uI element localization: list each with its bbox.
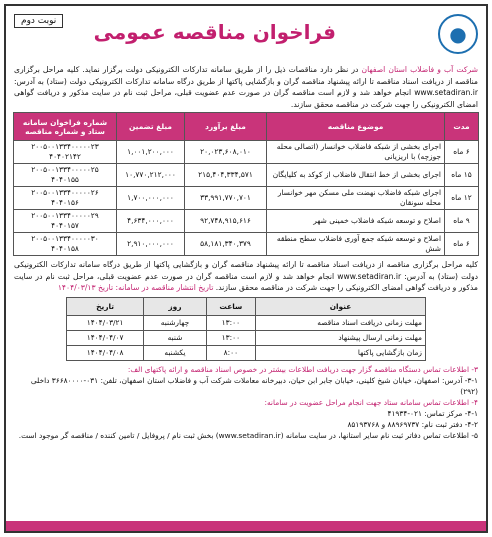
schedule-header: [67, 297, 426, 315]
row-estimate: ۹۲,۷۴۸,۹۱۵,۶۱۶: [185, 210, 267, 233]
row-guarantee: ۴,۶۳۴,۰۰۰,۰۰۰: [117, 210, 185, 233]
sched-title: مهلت زمانی دریافت اسناد مناقصه: [256, 315, 426, 330]
row-duration: ۶ ماه: [445, 233, 479, 256]
row-duration: ۱۵ ماه: [445, 164, 479, 187]
support-heading: ۴- اطلاعات تماس سامانه ستاد جهت انجام مراحل عضویت در سامانه:: [264, 397, 478, 407]
row-number: ۲۰۰۵۰۰۱۳۳۴۰۰۰۰۰۳۰ ۴۰۴۰۱۵۸: [14, 233, 117, 256]
col-number: شماره فراخوان سامانه ستاد و شماره مناقصه: [14, 113, 117, 141]
sched-time: ۱۳:۰۰: [206, 315, 255, 330]
footer-band: [6, 521, 486, 531]
intro-text: در نظر دارد مناقصات ذیل را از طریق سامانه تدارکات الکترونیکی دولت برگزار نماید. کلیه مراحل برگزاری مناقصه از دریافت اسناد مناقصه تا ارائه پیشنهاد مناقصه گران و بازگشایی پاکتها از طریق درگاه سامانه تدارکات الکترونیکی دولت (ستاد) به آدرس: www.setadiran.ir انجام خواهد شد و لازم است مناقصه گران در صورت عدم عضویت قبلی، مراحل ثبت نام در سایت مذکور و دریافت گواهی امضای الکترونیکی را جهت شرکت در مناقصه محقق سازند.: [14, 65, 478, 109]
table-row: [14, 164, 479, 187]
row-subject: اصلاح و توسعه شبکه جمع آوری فاضلاب سطح منطقه شش: [267, 233, 445, 256]
sched-title: مهلت زمانی ارسال پیشنهاد: [256, 330, 426, 345]
intro-paragraph: [6, 64, 486, 110]
row-duration: ۶ ماه: [445, 141, 479, 164]
row-number: ۲۰۰۵۰۰۱۳۳۴۰۰۰۰۰۲۹ ۴۰۴۰۱۵۷: [14, 210, 117, 233]
col-subject: موضوع مناقصه: [267, 113, 445, 141]
tender-table: [13, 112, 479, 256]
sched-date: ۱۴۰۴/۰۴/۰۸: [67, 345, 144, 360]
row-estimate: ۵۸,۱۸۱,۳۴۰,۳۷۹: [185, 233, 267, 256]
row-guarantee: ۲,۹۱۰,۰۰۰,۰۰۰: [117, 233, 185, 256]
schedule-table: [66, 297, 426, 361]
row-subject: اجرای شبکه فاضلاب نهضت ملی مسکن مهر خوانسار محله سونقان: [267, 187, 445, 210]
publish-date: تاریخ انتشار مناقصه در سامانه: تاریخ ۱۴۰۴/۰۳/۱۳: [57, 283, 214, 292]
col-guarantee: مبلغ تضمین: [117, 113, 185, 141]
row-subject: اجرای بخشی از شبکه فاضلاب خوانسار (اتصالی محله جوزچه) با اریزیانی: [267, 141, 445, 164]
sched-col-time: ساعت: [206, 297, 255, 315]
row-subject: اجرای بخشی از خط انتقال فاضلاب از کوکد به کلیایگان: [267, 164, 445, 187]
row-guarantee: ۱,۰۰۱,۲۰۰,۰۰۰: [117, 141, 185, 164]
water-drop-logo-icon: ●: [438, 14, 478, 54]
sched-title: زمان بازگشایی پاکتها: [256, 345, 426, 360]
sched-col-title: عنوان: [256, 297, 426, 315]
row-number: ۲۰۰۵۰۰۱۳۳۴۰۰۰۰۰۲۵ ۴۰۴۰۱۵۵: [14, 164, 117, 187]
sched-date: ۱۴۰۴/۰۴/۰۷: [67, 330, 144, 345]
note-text: کلیه مراحل برگزاری مناقصه از دریافت اسناد مناقصه تا ارائه پیشنهاد مناقصه گران و بازگشایی پاکتها از طریق درگاه سامانه تدارکات الکترونیکی دولت (ستاد) به آدرس: www.setadiran.ir انجام خواهد شد و لازم است مناقصه گران در صورت عدم عضویت قبلی، مراحل ثبت نام در سایت مذکور و دریافت گواهی امضای الکترونیکی را جهت شرکت در مناقصه محقق سازند.: [14, 260, 479, 292]
sched-time: ۱۳:۰۰: [206, 330, 255, 345]
contacts-address: ۳-۱- آدرس: اصفهان، خیابان شیخ کلینی، خیابان جابر ابن حیان، دبیرخانه معاملات شرکت آب و فاضلاب استان اصفهان، تلفن: ۰۳۱-۳۶۶۸۰۰۰۰ داخلی (۲۹۲): [30, 375, 478, 396]
sched-date: ۱۴۰۴/۰۳/۲۱: [67, 315, 144, 330]
contacts-heading: ۳- اطلاعات تماس دستگاه مناقصه گزار جهت دریافت اطلاعات بیشتر در خصوص اسناد مناقصه و ارائه پاکتهای الف:: [127, 364, 478, 374]
row-duration: ۹ ماه: [445, 210, 479, 233]
col-estimate: مبلغ برآورد: [185, 113, 267, 141]
table-row: [14, 187, 479, 210]
support-center: ۴-۱- مرکز تماس: ۰۲۱-۴۱۹۳۴: [387, 408, 478, 418]
notice-header: [6, 6, 486, 64]
row-estimate: ۲۱۵,۴۰۴,۳۳۴,۵۷۱: [185, 164, 267, 187]
sched-col-day: روز: [144, 297, 207, 315]
support-office: ۴-۲- دفتر ثبت نام: ۸۸۹۶۹۷۳۷ و ۸۵۱۹۳۷۶۸: [347, 419, 478, 429]
row-number: ۲۰۰۵۰۰۱۳۳۴۰۰۰۰۰۲۶ ۴۰۴۰۱۵۶: [14, 187, 117, 210]
sched-day: یکشنبه: [144, 345, 207, 360]
note-paragraph: [6, 256, 486, 294]
notice-frame: [4, 4, 488, 533]
schedule-row: [67, 330, 426, 345]
turn-badge: نوبت دوم: [14, 14, 63, 28]
row-estimate: ۳۳,۹۹۱,۷۷۰,۷۰۱: [185, 187, 267, 210]
contacts-section: [6, 361, 486, 441]
table-row: [14, 141, 479, 164]
row-duration: ۱۲ ماه: [445, 187, 479, 210]
sched-day: چهارشنبه: [144, 315, 207, 330]
table-row: [14, 210, 479, 233]
schedule-row: [67, 345, 426, 360]
row-guarantee: ۱,۷۰۰,۰۰۰,۰۰۰: [117, 187, 185, 210]
organization-name: شرکت آب و فاضلاب استان اصفهان: [361, 65, 478, 74]
tender-table-header: [14, 113, 479, 141]
sched-time: ۸:۰۰: [206, 345, 255, 360]
schedule-row: [67, 315, 426, 330]
notice-title: فراخوان مناقصه عمومی: [93, 20, 336, 44]
sched-col-date: تاریخ: [67, 297, 144, 315]
row-subject: اصلاح و توسعه شبکه فاضلاب خمینی شهر: [267, 210, 445, 233]
table-row: [14, 233, 479, 256]
support-extra: ۵- اطلاعات تماس دفاتر ثبت نام سایر استانها، در سایت سامانه (www.setadiran.ir) بخش ثبت نام / پروفایل / تامین کننده / مناقصه گر موجود است.: [18, 430, 478, 440]
sched-day: شنبه: [144, 330, 207, 345]
row-number: ۲۰۰۵۰۰۱۳۳۴۰۰۰۰۰۲۳ ۴۰۴۰۲۱۴۲: [14, 141, 117, 164]
row-estimate: ۲۰,۰۲۳,۶۰۸,۰۱۰: [185, 141, 267, 164]
col-duration: مدت: [445, 113, 479, 141]
row-guarantee: ۱۰,۷۷۰,۲۱۲,۰۰۰: [117, 164, 185, 187]
